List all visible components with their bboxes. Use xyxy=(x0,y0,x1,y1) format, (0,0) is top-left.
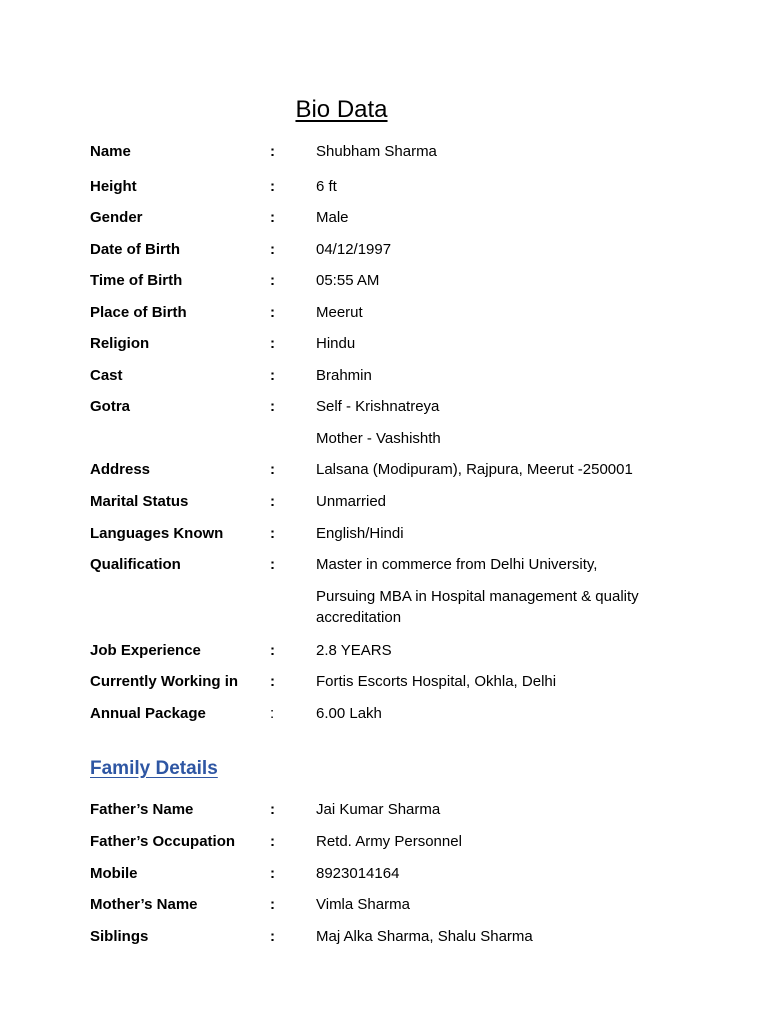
field-value: Brahmin xyxy=(316,367,372,384)
field-row-religion xyxy=(0,332,768,356)
field-label: Gender xyxy=(90,209,143,226)
field-separator: : xyxy=(270,705,275,722)
field-value: Maj Alka Sharma, Shalu Sharma xyxy=(316,928,533,945)
field-row-qualification-continued xyxy=(0,585,768,631)
field-row-annual-package xyxy=(0,702,768,726)
field-label: Name xyxy=(90,143,131,160)
field-separator: : xyxy=(270,272,275,289)
field-value: Self - Krishnatreya xyxy=(316,398,440,415)
field-label: Gotra xyxy=(90,398,131,415)
field-value: Pursuing MBA in Hospital management & quality accreditation xyxy=(316,588,639,626)
field-row-mobile xyxy=(0,862,768,886)
field-value: Jai Kumar Sharma xyxy=(316,801,441,818)
field-label: Mobile xyxy=(90,865,138,882)
field-row-date-of-birth xyxy=(0,238,768,262)
field-row-fathers-occupation xyxy=(0,830,768,854)
field-label: Mother’s Name xyxy=(90,896,198,913)
field-label: Job Experience xyxy=(90,642,201,659)
field-row-time-of-birth xyxy=(0,269,768,293)
field-separator: : xyxy=(270,896,275,913)
family-details-heading: Family Details xyxy=(90,758,218,779)
field-label: Marital Status xyxy=(90,493,189,510)
field-separator: : xyxy=(270,178,275,195)
field-label: Siblings xyxy=(90,928,149,945)
field-label: Currently Working in xyxy=(90,673,239,690)
field-value: 8923014164 xyxy=(316,865,400,882)
field-row-qualification xyxy=(0,553,768,577)
field-label: Time of Birth xyxy=(90,272,183,289)
field-separator: : xyxy=(270,865,275,882)
field-value: Shubham Sharma xyxy=(316,143,437,160)
page-title: Bio Data xyxy=(295,96,388,123)
field-row-gotra-continued xyxy=(0,427,768,451)
field-separator: : xyxy=(270,143,275,160)
field-value: 04/12/1997 xyxy=(316,241,392,258)
field-row-languages-known xyxy=(0,522,768,546)
field-separator: : xyxy=(270,642,275,659)
field-row-marital-status xyxy=(0,490,768,514)
field-separator: : xyxy=(270,335,275,352)
field-row-cast xyxy=(0,364,768,388)
field-row-job-experience xyxy=(0,639,768,663)
field-separator: : xyxy=(270,367,275,384)
field-value: Retd. Army Personnel xyxy=(316,833,462,850)
field-value: Fortis Escorts Hospital, Okhla, Delhi xyxy=(316,673,557,690)
field-value: Unmarried xyxy=(316,493,387,510)
field-separator: : xyxy=(270,209,275,226)
field-row-address xyxy=(0,458,768,482)
field-row-height xyxy=(0,175,768,199)
field-row-mothers-name xyxy=(0,893,768,917)
field-separator: : xyxy=(270,673,275,690)
field-value: 2.8 YEARS xyxy=(316,642,392,659)
field-row-currently-working-in xyxy=(0,670,768,694)
field-label: Cast xyxy=(90,367,123,384)
field-label: Address xyxy=(90,461,151,478)
field-label: Height xyxy=(90,178,137,195)
field-value: Male xyxy=(316,209,349,226)
field-separator: : xyxy=(270,928,275,945)
field-value: Vimla Sharma xyxy=(316,896,410,913)
field-row-place-of-birth xyxy=(0,301,768,325)
field-value: Mother - Vashishth xyxy=(316,430,441,447)
field-value: Meerut xyxy=(316,304,363,321)
field-label: Father’s Name xyxy=(90,801,194,818)
field-value: 6.00 Lakh xyxy=(316,705,382,722)
field-separator: : xyxy=(270,241,275,258)
field-value: Hindu xyxy=(316,335,356,352)
field-label: Religion xyxy=(90,335,150,352)
field-row-name xyxy=(0,140,768,164)
field-label: Qualification xyxy=(90,556,181,573)
field-row-fathers-name xyxy=(0,798,768,822)
field-value: 6 ft xyxy=(316,178,337,195)
field-value: 05:55 AM xyxy=(316,272,380,289)
field-value: Master in commerce from Delhi University, xyxy=(316,556,598,573)
field-label: Annual Package xyxy=(90,705,206,722)
field-separator: : xyxy=(270,801,275,818)
field-separator: : xyxy=(270,398,275,415)
field-separator: : xyxy=(270,556,275,573)
field-separator: : xyxy=(270,493,275,510)
field-separator: : xyxy=(270,525,275,542)
field-separator: : xyxy=(270,833,275,850)
field-row-gotra xyxy=(0,395,768,419)
field-value: English/Hindi xyxy=(316,525,404,542)
field-label: Place of Birth xyxy=(90,304,187,321)
field-separator: : xyxy=(270,304,275,321)
field-label: Date of Birth xyxy=(90,241,180,258)
field-row-siblings xyxy=(0,925,768,949)
field-separator: : xyxy=(270,461,275,478)
field-row-gender xyxy=(0,206,768,230)
field-label: Languages Known xyxy=(90,525,224,542)
field-value: Lalsana (Modipuram), Rajpura, Meerut -250001 xyxy=(316,461,633,478)
field-label: Father’s Occupation xyxy=(90,833,236,850)
